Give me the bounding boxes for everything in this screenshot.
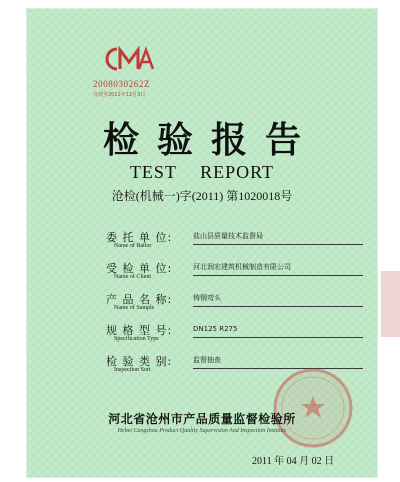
field-sample — [106, 291, 396, 322]
field-label: 委 托 单 位: — [106, 231, 173, 244]
issue-date: 2011 年 04 月 02 日 — [252, 456, 335, 467]
field-client — [106, 260, 396, 291]
field-bailor — [106, 229, 396, 260]
issuer-name: 河北省沧州市产品质量监督检验所 — [108, 412, 296, 426]
cma-code: 2008030262Z — [93, 79, 151, 89]
report-cover — [26, 8, 378, 478]
report-doc-number: 沧检(机械一)字(2011) 第1020018号 — [111, 189, 293, 203]
field-value: 河北润宏建筑机械制造有限公司 — [193, 261, 363, 276]
field-label-en: Name of Bailor — [114, 243, 152, 249]
official-seal-icon — [271, 366, 355, 450]
field-specification — [106, 322, 396, 353]
field-label-en: Name of Client — [114, 274, 151, 280]
field-label-en: Specification Type — [114, 336, 159, 342]
issuer-name-en: Hebei Cangzhou Product Quality Supervision And Inspection Institute — [117, 428, 287, 434]
field-value: 盐山县质量技术监督局 — [193, 230, 363, 245]
field-value: 监督抽查 — [193, 354, 363, 369]
report-subtitle: TEST REPORT — [129, 162, 275, 182]
field-value: 铸钢弯头 — [193, 292, 363, 307]
cma-valid-until: 有效至2011年12月3日 — [93, 92, 146, 98]
cma-logo-icon — [103, 46, 155, 72]
report-fields — [106, 229, 396, 384]
field-value: DN125 R275 — [193, 323, 363, 338]
side-stamp-icon — [381, 271, 400, 337]
field-label-en: Inspection Sort — [114, 367, 151, 373]
report-title: 检验报告 — [102, 119, 319, 161]
field-label: 受 检 单 位: — [106, 262, 173, 275]
cma-certification-block — [93, 46, 183, 108]
field-label-en: Name of Sample — [114, 305, 155, 311]
field-label: 产 品 名 称: — [106, 293, 173, 306]
field-label: 规 格 型 号: — [106, 324, 173, 337]
field-label: 检 验 类 别: — [106, 355, 173, 368]
